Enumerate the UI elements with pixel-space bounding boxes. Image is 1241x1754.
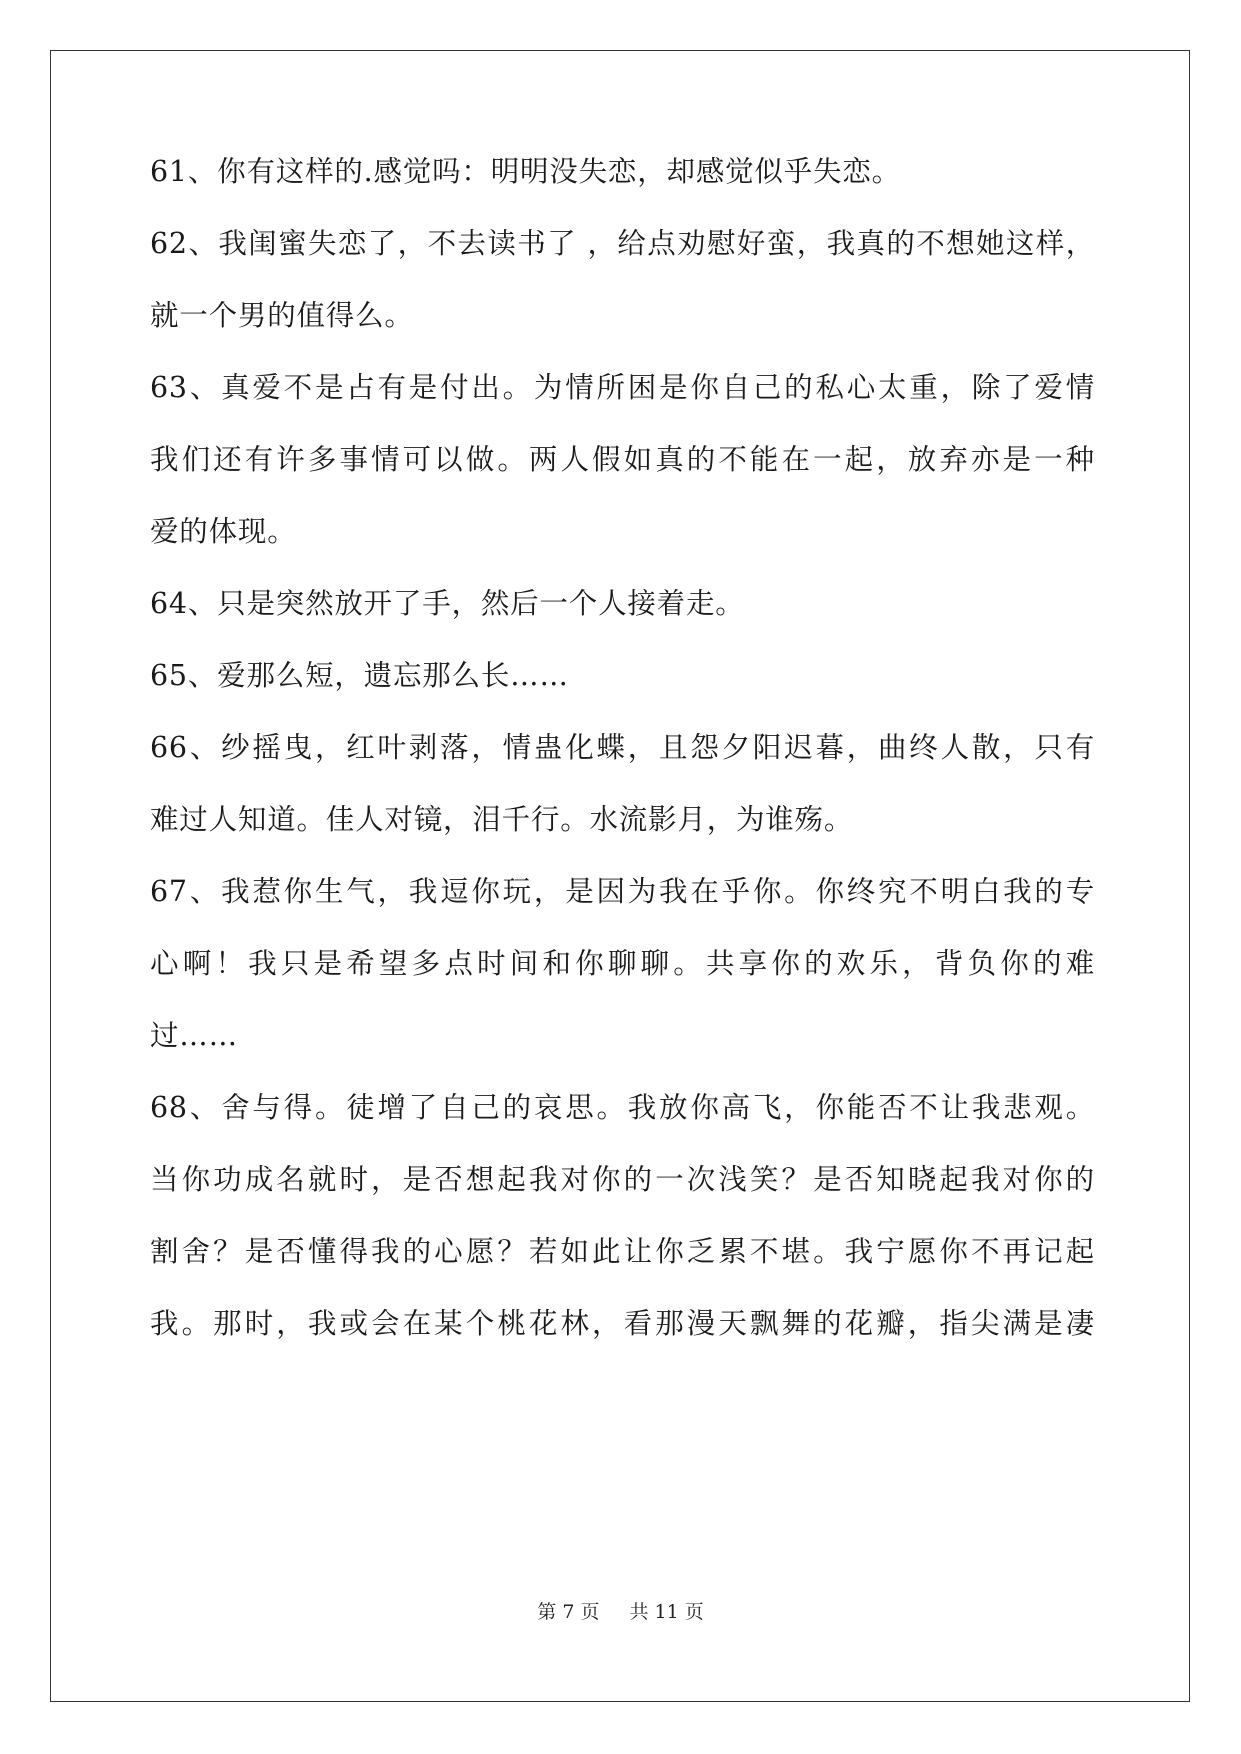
text-line: 62、我闺蜜失恋了，不去读书了 ，给点劝慰好蛮，我真的不想她这样，	[150, 227, 1095, 260]
text-line: 66、纱摇曳，红叶剥落，情蛊化蝶，且怨夕阳迟暮，曲终人散，只有	[150, 731, 1095, 764]
text-line: 68、舍与得。徒增了自己的哀思。我放你高飞，你能否不让我悲观。	[150, 1091, 1095, 1124]
text-line: 难过人知道。佳人对镜，泪千行。水流影月，为谁殇。	[150, 803, 854, 836]
text-line: 过……	[150, 1019, 238, 1052]
page-footer	[0, 1600, 1241, 1624]
text-line: 61、你有这样的.感觉吗：明明没失恋，却感觉似乎失恋。	[150, 155, 901, 188]
text-line: 我。那时，我或会在某个桃花林，看那漫天飘舞的花瓣，指尖满是凄	[150, 1307, 1095, 1340]
text-line: 爱的体现。	[150, 515, 297, 548]
text-line: 63、真爱不是占有是付出。为情所困是你自己的私心太重，除了爱情	[150, 371, 1095, 404]
text-line: 当你功成名就时，是否想起我对你的一次浅笑？是否知晓起我对你的	[150, 1163, 1095, 1196]
page-total: 共 11 页	[629, 1601, 704, 1623]
page-number: 第 7 页	[537, 1601, 600, 1623]
text-line: 65、爱那么短，遗忘那么长……	[150, 659, 569, 692]
text-line: 就一个男的值得么。	[150, 299, 414, 332]
text-line: 心啊！我只是希望多点时间和你聊聊。共享你的欢乐，背负你的难	[150, 947, 1095, 980]
text-line: 64、只是突然放开了手，然后一个人接着走。	[150, 587, 745, 620]
text-line: 我们还有许多事情可以做。两人假如真的不能在一起，放弃亦是一种	[150, 443, 1095, 476]
text-line: 割舍？是否懂得我的心愿？若如此让你乏累不堪。我宁愿你不再记起	[150, 1235, 1095, 1268]
text-line: 67、我惹你生气，我逗你玩，是因为我在乎你。你终究不明白我的专	[150, 875, 1095, 908]
